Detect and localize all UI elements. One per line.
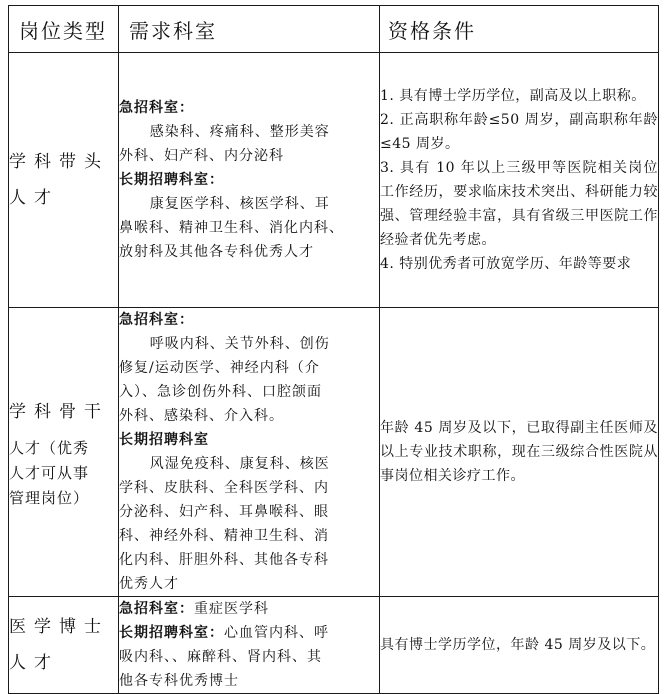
urgent-line: 外科、妇产科、内分泌科 <box>119 148 284 164</box>
recruitment-table <box>8 5 659 694</box>
longterm-line: 优秀人才 <box>119 576 179 592</box>
table-row <box>9 53 659 308</box>
departments-cell <box>119 53 380 308</box>
urgent-title: 急招科室： <box>119 312 194 328</box>
header-qualifications: 资格条件 <box>380 6 659 53</box>
longterm-title: 长期招聘科室： <box>119 172 224 188</box>
position-type-line: 人才 <box>9 653 59 673</box>
requirement-item: 具有博士学历学位，年龄 45 周岁及以下。 <box>380 637 656 653</box>
longterm-line: 分泌科、妇产科、耳鼻喉科、眼 <box>119 504 329 520</box>
header-row <box>9 6 659 53</box>
longterm-title: 长期招聘科室 <box>119 432 209 448</box>
departments-cell <box>119 597 380 694</box>
position-type-cell <box>9 53 119 308</box>
longterm-value: 心血管内科、呼 <box>224 625 329 641</box>
position-type-line: 医学博士 <box>9 617 109 637</box>
position-type-line: 人才（优秀 <box>9 438 90 457</box>
longterm-line: 放射科及其他各专科优秀人才 <box>119 244 314 260</box>
requirement-item: 年龄 45 周岁及以下，已取得副主任医师及以上专业技术职称，现在三级综合性医院从事岗位相关诊疗工作。 <box>380 420 658 484</box>
urgent-line: 外科、感染科、介入科。 <box>119 408 284 424</box>
requirement-item: 4. 特别优秀者可放宽学历、年龄等要求 <box>380 256 632 272</box>
longterm-title: 长期招聘科室： <box>119 625 224 641</box>
position-type-line: 人才可从事 <box>9 463 90 482</box>
urgent-line: 入）、急诊创伤外科、口腔颌面 <box>119 384 322 400</box>
position-type-line: 人才 <box>9 188 59 208</box>
position-type-cell <box>9 308 119 597</box>
qualifications-cell <box>380 308 659 597</box>
qualifications-cell <box>380 597 659 694</box>
urgent-line: 呼吸内科、关节外科、创伤 <box>149 336 330 352</box>
longterm-line: 他各专科优秀博士 <box>119 673 239 689</box>
urgent-value: 重症医学科 <box>194 601 269 617</box>
departments-cell <box>119 308 380 597</box>
longterm-line: 学科、皮肤科、全科医学科、内 <box>119 480 329 496</box>
longterm-line: 化内科、肝胆外科、其他各专科 <box>119 552 329 568</box>
longterm-line: 风湿免疫科、康复科、核医 <box>149 456 330 472</box>
urgent-line: 修复/运动医学、神经内科（介 <box>119 360 320 376</box>
position-type-cell <box>9 597 119 694</box>
urgent-line: 感染科、疼痛科、整形美容 <box>149 124 330 140</box>
longterm-line: 康复医学科、核医学科、耳 <box>149 196 330 212</box>
table-row <box>9 597 659 694</box>
header-position-type: 岗位类型 <box>9 6 119 53</box>
longterm-line: 鼻喉科、精神卫生科、消化内科、 <box>119 220 344 236</box>
longterm-line: 吸内科、、麻醉科、肾内科、其 <box>119 649 322 665</box>
requirement-item: 1. 具有博士学历学位，副高及以上职称。 <box>380 88 646 104</box>
urgent-title: 急招科室： <box>119 601 194 617</box>
qualifications-cell <box>380 53 659 308</box>
requirement-item: 2. 正高职称年龄≤50 周岁，副高职称年龄≤45 周岁。 <box>380 112 658 152</box>
position-type-line: 学科骨干 <box>9 401 109 422</box>
position-type-line: 管理岗位） <box>9 488 90 507</box>
urgent-title: 急招科室： <box>119 100 194 116</box>
table-row <box>9 308 659 597</box>
position-type-line: 学科带头 <box>9 152 109 172</box>
longterm-line: 科、神经外科、精神卫生科、消 <box>119 528 329 544</box>
requirement-item: 3. 具有 10 年以上三级甲等医院相关岗位工作经历，要求临床技术突出、科研能力较强、管理经验丰富，具有省级三甲医院工作经验者优先考虑。 <box>380 160 658 248</box>
header-departments: 需求科室 <box>119 6 380 53</box>
